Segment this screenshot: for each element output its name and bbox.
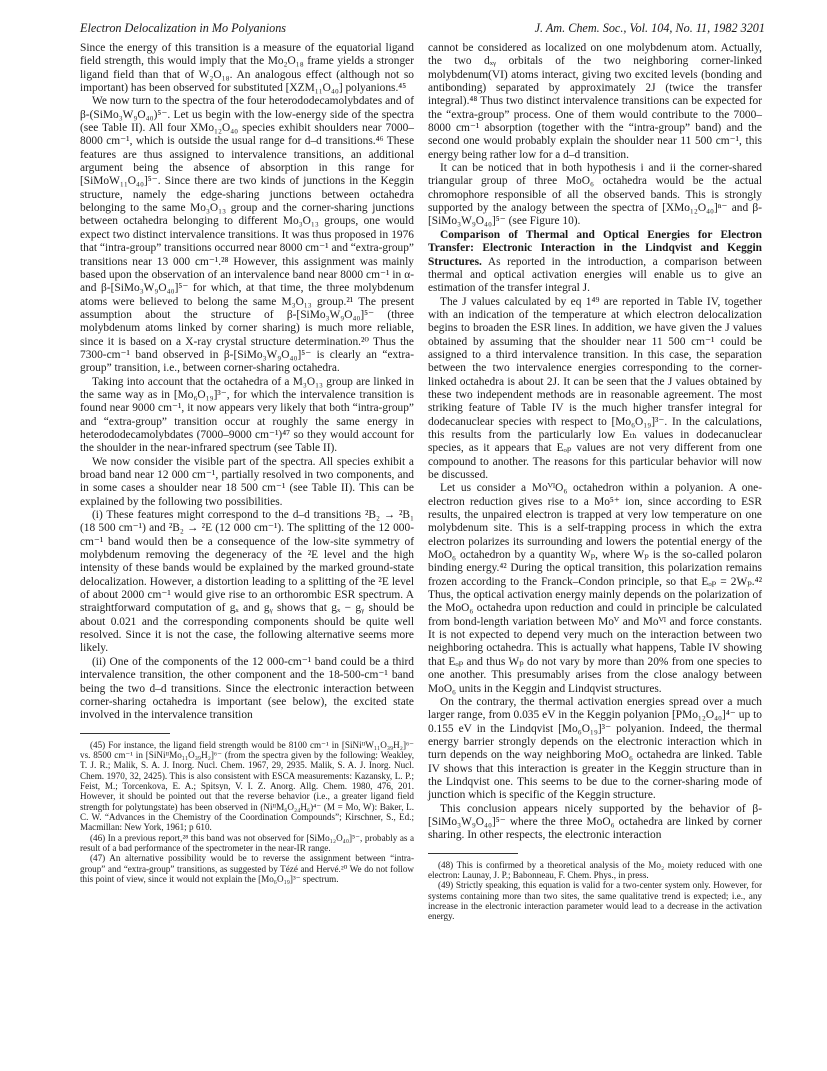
right-body-text [428, 42, 762, 843]
footnote: (46) In a previous report,²⁸ this band was not observed for [SiMo₁₂O₄₀]⁵⁻, probably as a result of a bad performance of the spectrometer in the near-IR range. [80, 832, 414, 853]
paragraph: This conclusion appears nicely supported by the behavior of β-[SiMo₃W₉O₄₀]⁵⁻ where the three MoO₆ octahedra are linked by corner sharing. In other respects, the electronic interaction [428, 802, 762, 842]
paragraph: It can be noticed that in both hypothesis i and ii the corner-shared triangular group of three MoO₆ octahedra would be the actual chromophore responsible of all the observed bands. This is strongly supported by the analogy between the spectra of [XMo₁₂O₄₀]ⁿ⁻ and β-[SiMo₃W₉O₄₀]⁵⁻ (see Figure 10). [428, 162, 762, 228]
running-title: Electron Delocalization in Mo Polyanions [80, 21, 287, 35]
section-text: As reported in the introduction, a comparison between thermal and optical activation energies will enable us to give an estimation of the transfer integral J. [428, 255, 762, 295]
paragraph: Since the energy of this transition is a measure of the equatorial ligand field strength, this would imply that the Mo₂O₁₈ frame yields a stronger ligand field than that of W₂O₁₈. An analogous effect (although not so important) has been observed for substituted [XZM₁₁O₄₀] polyanions.⁴⁵ [80, 42, 414, 95]
right-footnotes [428, 860, 762, 922]
left-column [80, 42, 414, 884]
footnote-divider [80, 733, 170, 734]
paragraph: cannot be considered as localized on one molybdenum atom. Actually, the two dₓᵧ orbitals of the two neighboring corner-linked molybdenum(VI) atoms interact, giving two excited levels (bonding and antibonding) separated by approximately 2J (twice the transfer integral).⁴⁸ Thus two distinct intervalence transitions can be expected for the “extra-group” process. One of them would contribute to the 7000–8000 cm⁻¹ absorption (together with the “intra-group” band) and the second one would probably explain the shoulder near 11 500 cm⁻¹, this energy being rather low for a d–d transition. [428, 42, 762, 161]
left-body-text [80, 42, 414, 723]
footnote-divider [428, 853, 518, 854]
footnote: (49) Strictly speaking, this equation is valid for a two-center system only. However, for systems containing more than two sites, the same qualitative trend is expected; i.e., any increase in the electronic interaction parameter would lead to a decrease in the activation energy. [428, 880, 762, 922]
paragraph: Taking into account that the octahedra of a M₃O₁₃ group are linked in the same way as in [Mo₆O₁₉]³⁻, for which the intervalence transition is found near 9000 cm⁻¹, it now appears very likely that both “intra-group” and “extra-group” transition occur at roughly the same energy in heterododecamolybdates (7000–9000 cm⁻¹)⁴⁷ so they would account for the shoulder in the near-infrared spectrum (see Table II). [80, 375, 414, 455]
paragraph: (ii) One of the components of the 12 000-cm⁻¹ band could be a third intervalence transition, the other component and the 18-500-cm⁻¹ band being the two d–d transitions. Since the electronic interaction between corner-sharing octahedra is important (see below), the excited state involved in the intervalence transition [80, 655, 414, 722]
section-heading: Comparison of Thermal and Optical Energies for Electron Transfer: Electronic Interaction in the Lindqvist and Keggin Structures. [428, 228, 762, 268]
paragraph: The J values calculated by eq 1⁴⁹ are reported in Table IV, together with an indication of the temperature at which electron delocalization begins to broaden the ESR lines. In addition, we have given the J values obtained by assuming that the shoulder near 11 500 cm⁻¹ could be assigned to a third intervalence transition. In this case, the separation between the two intervalence energies corresponding to the corner-linked octahedra is about 2J. It can be seen that the J values obtained by these two independent methods are in reasonable agreement. The most striking feature of Table IV is the much higher transfer integral for dodecanuclear species with respect to [Mo₆O₁₉]³⁻. In the calculations, this results from the particularly low Eₜₕ values in dodecanuclear species, as it appears that Eₒₚ values are not very different from one compound to another. The reasons for this particular behavior will now be discussed. [428, 295, 762, 481]
journal-citation: J. Am. Chem. Soc., Vol. 104, No. 11, 1982 3201 [534, 21, 765, 35]
footnote: (47) An alternative possibility would be to reverse the assignment between “intra-group” and “extra-group” transitions, as suggested by Tézé and Hervé.²⁰ We do not follow this point of view, since it would not explain the [Mo₆O₁₉]³⁻ spectrum. [80, 853, 414, 884]
footnote: (48) This is confirmed by a theoretical analysis of the Mo₂ moiety reduced with one electron: Launay, J. P.; Babonneau, F. Chem. Phys., in press. [428, 859, 762, 880]
paragraph: On the contrary, the thermal activation energies spread over a much larger range, from 0.035 eV in the Keggin polyanion [PMo₁₂O₄₀]⁴⁻ up to 0.155 eV in the Lindqvist [Mo₆O₁₉]³⁻ polyanion. Indeed, the thermal energy barrier strongly depends on the electronic interaction which in turn depends on the way neighboring MoO₆ octahedra are linked. Table IV shows that this interaction is greater in the Keggin structure than in the Lindqvist one. This seems to be due to the corner-sharing mode of junction which is specific of the Keggin structure. [428, 695, 762, 802]
right-column [428, 42, 762, 922]
section-paragraph [428, 229, 762, 296]
paragraph: We now turn to the spectra of the four heterododecamolybdates and of β-(SiMo₃W₉O₄₀)⁵⁻. Let us begin with the low-energy side of the spectra (see Table II). All four XMo₁₂O₄₀ species exhibit shoulders near 7000–8000 cm⁻¹, which is outside the usual range for d–d transitions.⁴⁶ These features are thus assigned to intervalence transitions, an additional argument being the absence of absorption in this range for [SiMoW₁₁O₄₀]⁵⁻. Since there are two kinds of junctions in the Keggin structure, namely the edge-sharing junctions between octahedra belonging to the same Mo₃O₁₃ group and the corner-sharing junctions between octahedra belonging to different Mo₃O₁₃ groups, one would expect two distinct intervalence transitions. It was thus proposed in 1976 that “intra-group” transitions occurred near 8000 cm⁻¹ and “extra-group” transitions near 13 000 cm⁻¹.²⁸ However, this assignment was mainly based upon the observation of an intervalence band near 8000 cm⁻¹ in α- and β-[SiMo₃W₉O₄₀]⁵⁻ for which, at that time, the three molybdenum atoms were believed to belong the same M₃O₁₃ group.²¹ The present assumption about the structure of β-[SiMo₃W₉O₄₀]⁵⁻ (three molybdenum atoms linked by corner sharing) is much more reliable, since it is based on a X-ray crystal structure determination.²⁰ Thus the 7300-cm⁻¹ band observed in β-[SiMo₃W₉O₄₀]⁵⁻ is clearly an “extra-group” transition, i.e., between corner-sharing octahedra. [80, 95, 414, 375]
running-header [80, 21, 765, 37]
paragraph: (i) These features might correspond to the d–d transitions ²B₂ → ²B₁ (18 500 cm⁻¹) and ²B₂ → ²E (12 000 cm⁻¹). The splitting of the 12 000-cm⁻¹ band would then be a consequence of the low-site symmetry of molybdenum removing the degeneracy of the ²E level and the high intensity of these bands would be explained by the marked ground-state delocalization. However, a distortion leading to a splitting of the ²E level of about 2000 cm⁻¹ would give rise to an orthorombic ESR spectrum. A straightforward computation of gₓ and gᵧ shows that gₓ − gᵧ should be about 0.021 and the corresponding components should be quite well resolved. Since it is not the case, the following alternative seems more likely. [80, 509, 414, 655]
paragraph: We now consider the visible part of the spectra. All species exhibit a broad band near 12 000 cm⁻¹, partially resolved in two components, and in some cases a shoulder near 18 500 cm⁻¹ (see Table II). This can be explained by the following two possibilities. [80, 455, 414, 508]
paragraph: Let us consider a MoⱽᴵO₆ octahedron within a polyanion. A one-electron reduction gives rise to a Mo⁵⁺ ion, since according to ESR results, the unpaired electron is trapped at very low temperature on one molybdenum site. This is a self-trapping process in which the extra electron polarizes its surrounding and lowers the potential energy of the MoO₆ octahedron by a quantity Wₚ, where Wₚ is the so-called polaron binding energy.⁴² During the optical transition, this polarization remains frozen according to the Franck–Condon principle, so that Eₒₚ = 2Wₚ.⁴² Thus, the optical activation energy mainly depends on the polarization of the MoO₆ octahedra upon reduction and could in principle be calculated from bond-length variation between Moⱽ and Moⱽᴵ and force constants. It is not expected to depend very much on the interaction between two neighboring octahedra. This is actually what happens, Table IV showing that Eₒₚ and thus Wₚ do not vary by more than 20% from one species to one another. This presumably arises from the close analogy between MoO₆ units in the Keggin and Lindqvist structures. [428, 482, 762, 695]
left-footnotes [80, 740, 414, 885]
footnote: (45) For instance, the ligand field strength would be 8100 cm⁻¹ in [SiNiᴵᴵW₁₁O₃₉H₂]⁶⁻ vs. 8500 cm⁻¹ in [SiNiᴵᴵMo₁₁O₃₉H₂]⁶⁻ (from the spectra given by the following: Weakley, T. J. R.; Malik, S. A. J. Inorg. Nucl. Chem. 1967, 29, 2935. Malik, S. A. J. Inorg. Nucl. Chem. 1970, 32, 2425). This is also consistent with ESCA measurements: Kazansky, L. P.; Feist, M.; Torcenkova, E. A.; Spitsyn, V. I. Z. Anorg. Allg. Chem. 1980, 476, 201. However, it should be pointed out that the reverse behavior (i.e., a greater ligand field strength for polytungstate) has been observed in (NiᴵᴵM₆O₂₄H₆)⁴⁻ (M = Mo, W): Baker, L. C. W. “Advances in the Chemistry of the Coordination Compounds”; Kirschner, S., Ed.; Macmillan: New York, 1961; p 610. [80, 739, 414, 833]
